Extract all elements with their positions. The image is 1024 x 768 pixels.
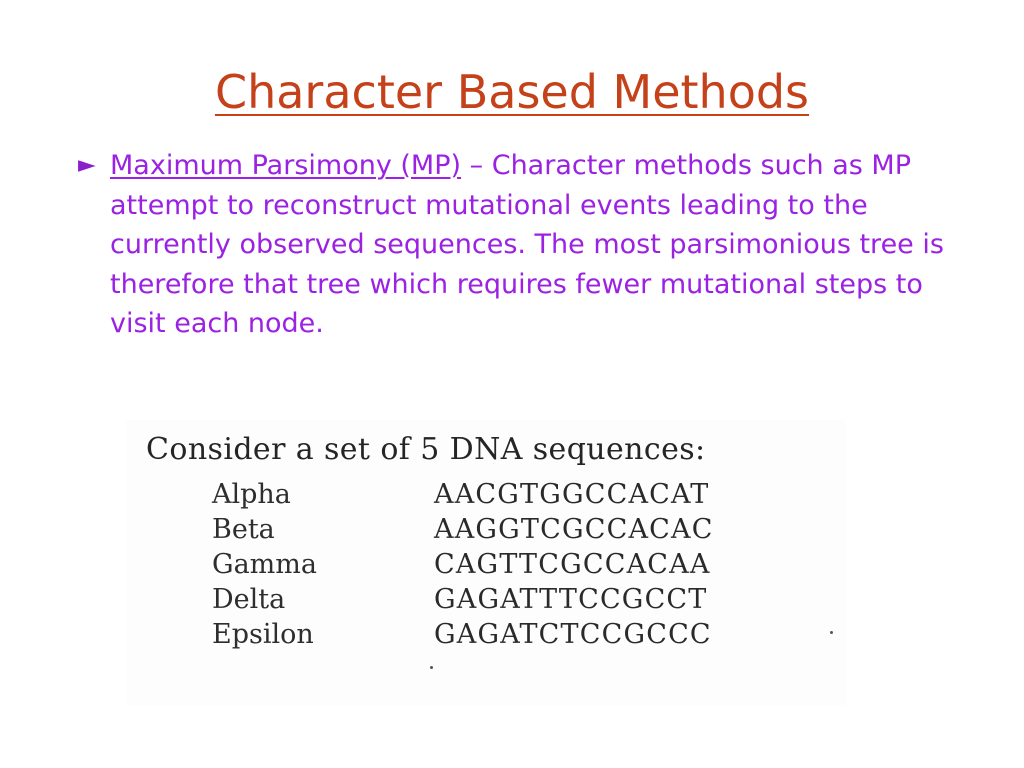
bullet-arrow-icon: ► <box>78 152 96 178</box>
sequence-name: Alpha <box>212 479 291 510</box>
bullet-paragraph <box>78 146 978 344</box>
sequence-row-gamma <box>212 548 832 582</box>
sequence-name: Delta <box>212 584 286 615</box>
sequence-row-alpha <box>212 478 832 512</box>
sequence-value: GAGATTTCCGCCT <box>434 584 708 615</box>
scan-speck <box>830 631 833 634</box>
sequence-row-epsilon <box>212 618 832 652</box>
sequence-name: Epsilon <box>212 619 314 650</box>
slide-title: Character Based Methods <box>214 65 810 119</box>
figure-heading: Consider a set of 5 DNA sequences: <box>146 432 706 467</box>
sequence-row-beta <box>212 513 832 547</box>
dna-sequences-figure <box>126 420 846 705</box>
sequence-name: Beta <box>212 514 275 545</box>
bullet-description: – Character methods such as MP attempt to reconstruct mutational events leading to the currently observed sequences. The most parsimonious tree is therefore that tree which requires fewer mutational steps to visit each node. <box>110 150 944 339</box>
maximum-parsimony-term: Maximum Parsimony (MP) <box>110 150 462 181</box>
sequence-row-delta <box>212 583 832 617</box>
bullet-text <box>110 146 978 344</box>
sequence-value: CAGTTCGCCACAA <box>434 549 711 580</box>
sequence-name: Gamma <box>212 549 317 580</box>
scan-speck <box>430 666 433 669</box>
sequence-value: AACGTGGCCACAT <box>434 479 710 510</box>
sequence-value: AAGGTCGCCACAC <box>434 514 714 545</box>
sequence-value: GAGATCTCCGCCC <box>434 619 712 650</box>
